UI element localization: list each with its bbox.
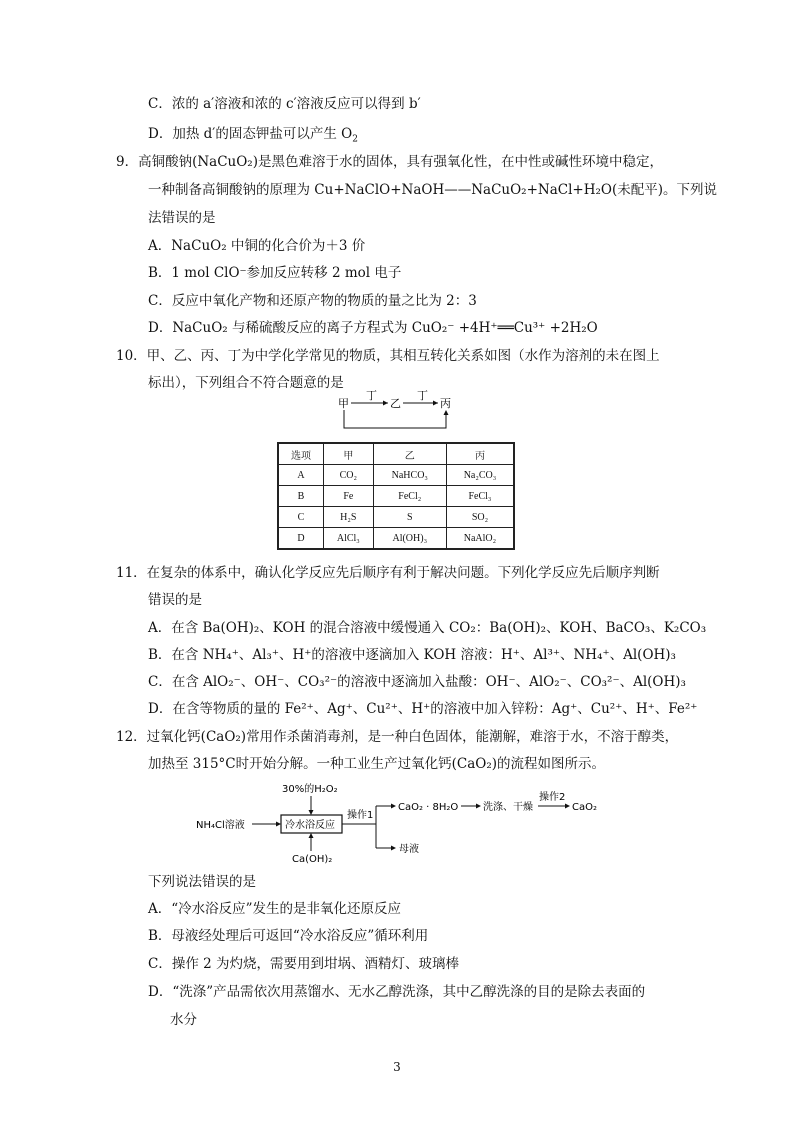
table-cell: Na₂CO₃ [446, 465, 514, 486]
flow-arrowhead-nh4cl [276, 822, 281, 827]
flow-reactor-label: 冷水浴反应 [285, 820, 335, 831]
q11-option-a: A．在含 Ba(OH)₂、KOH 的混合溶液中缓慢通入 CO₂：Ba(OH)₂、KOH、BaCO₃、K₂CO₃ [148, 620, 707, 636]
table-header: 丙 [446, 443, 514, 465]
table-cell: SO₂ [446, 507, 514, 528]
q12-option-b: B．母液经处理后可返回“冷水浴反应”循环利用 [148, 928, 429, 944]
table-cell: D [278, 528, 324, 550]
flow-op2-label: 操作2 [539, 792, 566, 803]
flow-arrowhead-wash [476, 804, 481, 809]
flow-input-nh4cl: NH₄Cl溶液 [196, 820, 245, 831]
table-cell: FeCl₂ [373, 486, 446, 507]
diagram-arrow2-label: 丁 [417, 390, 428, 402]
flow-arrowhead-caoh2 [309, 833, 314, 838]
q9-stem-line2: 一种制备高铜酸钠的原理为 Cu+NaClO+NaOH——NaCuO₂+NaCl+H₂O(未配平)。下列说 [148, 182, 717, 198]
conversion-diagram [336, 390, 460, 436]
table-cell: NaHCO₃ [373, 465, 446, 486]
table-header-row [278, 443, 514, 465]
table-cell: S [373, 507, 446, 528]
diagram-arrowhead-a-c [444, 410, 449, 415]
table-row [278, 507, 514, 528]
q9-stem-line1: 9．高铜酸钠(NaCuO₂)是黑色难溶于水的固体，具有强氧化性，在中性或碱性环境中稳定， [116, 154, 663, 170]
page-number: 3 [393, 1060, 401, 1074]
diagram-arrow1-label: 丁 [366, 390, 377, 402]
table-cell: C [278, 507, 324, 528]
table-cell: CO₂ [324, 465, 374, 486]
table-cell: H₂S [324, 507, 374, 528]
q12-stem-line1: 12．过氧化钙(CaO₂)常用作杀菌消毒剂，是一种白色固体，能潮解，难溶于水，不溶于醇类， [116, 729, 679, 745]
flow-product1: CaO₂ · 8H₂O [398, 802, 459, 813]
table-cell: B [278, 486, 324, 507]
table-cell: AlCl₃ [324, 528, 374, 550]
diagram-node-a: 甲 [338, 397, 349, 410]
options-table [277, 442, 515, 550]
diagram-arrowhead-b-c [433, 401, 438, 406]
table-row [278, 465, 514, 486]
diagram-arrowhead-a-b [383, 401, 388, 406]
flow-mother-liquor: 母液 [399, 844, 419, 855]
q12-option-c: C．操作 2 为灼烧，需要用到坩埚、酒精灯、玻璃棒 [148, 956, 460, 972]
q8-option-d-text: D．加热 d′的固态钾盐可以产生 O [148, 126, 353, 142]
q11-option-d: D．在含等物质的量的 Fe²⁺、Ag⁺、Cu²⁺、H⁺的溶液中加入锌粉：Ag⁺、Cu²⁺、H⁺、Fe²⁺ [148, 701, 698, 717]
q9-option-b: B．1 mol ClO⁻参加反应转移 2 mol 电子 [148, 265, 402, 281]
table-row [278, 486, 514, 507]
process-flow-chart [196, 780, 636, 870]
diagram-node-c: 丙 [440, 397, 451, 410]
diagram-arrow-a-c [344, 410, 446, 428]
q9-option-c: C．反应中氧化产物和还原产物的物质的量之比为 2：3 [148, 293, 477, 309]
q9-option-d: D．NaCuO₂ 与稀硫酸反应的离子方程式为 CuO₂⁻ +4H⁺══Cu³⁺ +2H₂O [148, 320, 598, 336]
flow-arrowhead-op2 [565, 804, 570, 809]
q12-option-d-line1: D．“洗涤”产品需依次用蒸馏水、无水乙醇洗涤，其中乙醇洗涤的目的是除去表面的 [148, 984, 646, 1000]
q9-stem-line3: 法错误的是 [148, 210, 216, 226]
table-cell: FeCl₃ [446, 486, 514, 507]
table-cell: Al(OH)₃ [373, 528, 446, 550]
table-header: 甲 [324, 443, 374, 465]
q11-stem-line1: 11．在复杂的体系中，确认化学反应先后顺序有利于解决问题。下列化学反应先后顺序判断 [116, 565, 660, 581]
q11-option-b: B．在含 NH₄⁺、Al₃⁺、H⁺的溶液中逐滴加入 KOH 溶液：H⁺、Al³⁺、NH₄⁺、Al(OH)₃ [148, 647, 676, 663]
q12-question-stem: 下列说法错误的是 [148, 874, 256, 890]
q8-option-d [148, 124, 358, 144]
q11-stem-line2: 错误的是 [148, 592, 202, 608]
q8-option-d-subscript: 2 [352, 134, 358, 145]
table-cell: A [278, 465, 324, 486]
flow-product2: CaO₂ [572, 802, 597, 813]
table-row [278, 528, 514, 550]
flow-arrowhead-product1 [391, 804, 396, 809]
flow-wash-dry: 洗涤、干燥 [483, 802, 533, 813]
q12-option-a: A．“冷水浴反应”发生的是非氧化还原反应 [148, 901, 402, 917]
q10-stem-line1: 10．甲、乙、丙、丁为中学化学常见的物质，其相互转化关系如图（水作为溶剂的未在图上 [116, 348, 660, 364]
table-header: 乙 [373, 443, 446, 465]
q10-stem-line2: 标出），下列组合不符合题意的是 [148, 375, 344, 391]
q9-option-a: A．NaCuO₂ 中铜的化合价为＋3 价 [148, 238, 366, 254]
flow-input-h2o2: 30%的H₂O₂ [282, 784, 338, 795]
diagram-node-b: 乙 [390, 397, 401, 410]
table-header: 选项 [278, 443, 324, 465]
q12-option-d-line2: 水分 [170, 1012, 197, 1028]
flow-op1-label: 操作1 [347, 810, 374, 821]
q11-option-c: C．在含 AlO₂⁻、OH⁻、CO₃²⁻的溶液中逐滴加入盐酸：OH⁻、AlO₂⁻、CO₃²⁻、Al(OH)₃ [148, 674, 686, 690]
q8-option-c: C．浓的 a′溶液和浓的 c′溶液反应可以得到 b′ [148, 96, 421, 112]
flow-input-caoh2: Ca(OH)₂ [292, 854, 333, 865]
flow-arrowhead-h2o2 [309, 810, 314, 815]
table-cell: Fe [324, 486, 374, 507]
table-cell: NaAlO₂ [446, 528, 514, 550]
flow-arrowhead-mother-liquor [391, 846, 396, 851]
q12-stem-line2: 加热至 315°C时开始分解。一种工业生产过氧化钙(CaO₂)的流程如图所示。 [148, 756, 606, 772]
